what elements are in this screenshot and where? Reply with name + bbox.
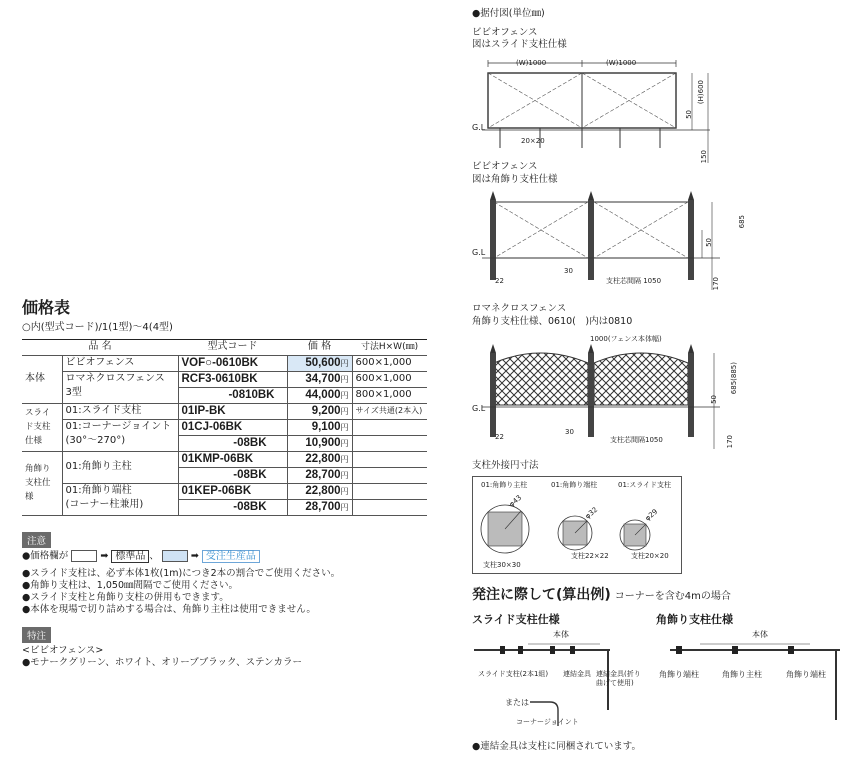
- fig3-post-22: 22: [495, 433, 504, 441]
- row-price: 22,800円: [287, 483, 352, 499]
- note-1: ●スライド支柱は、必ず本体1枚(1m)につき2本の割合でご使用ください。: [22, 568, 341, 579]
- diam-col1: 01:角飾り主柱: [481, 481, 528, 489]
- group-slide: スライド支柱仕様: [22, 403, 62, 451]
- row-name: 01:コーナージョイント (30°〜270°): [62, 419, 178, 451]
- fig3-width: 1000(フェンス本体幅): [590, 335, 662, 343]
- fig2-dim-170: 170: [712, 277, 720, 291]
- group-body: 本体: [22, 355, 62, 403]
- col-name: 品 名: [22, 340, 178, 356]
- order-body-label: 本体: [553, 630, 569, 639]
- table-row: [22, 451, 427, 467]
- fig2-gl: G.L: [472, 248, 486, 257]
- row-price: 10,900円: [287, 435, 352, 451]
- legend-standard-swatch: [71, 550, 97, 562]
- row-code: RCF3-0610BK: [178, 371, 287, 387]
- fig1-gl: G.L: [472, 123, 486, 132]
- order-end-1: 角飾り端柱: [659, 670, 699, 679]
- diam-phi32: φ32: [583, 505, 600, 521]
- fig1-dim-50: 50: [685, 110, 693, 119]
- col-size: 寸法H×W(㎜): [352, 340, 427, 356]
- order-or: または: [505, 698, 529, 707]
- fig1-width-right: (W)1000: [606, 59, 637, 67]
- table-row: [22, 355, 427, 371]
- order-title: 発注に際して(算出例) コーナーを含む4mの場合: [472, 587, 731, 603]
- features-line-1: <ビビオフェンス>: [22, 645, 104, 656]
- fig2-dim-50: 50: [705, 238, 713, 247]
- fig2-caption-2: 図は角飾り支柱仕様: [472, 174, 558, 185]
- row-code: 01KMP-06BK: [178, 451, 287, 467]
- order-kaku-title: 角飾り支柱仕様: [656, 613, 733, 626]
- fig3-dim-50: 50: [710, 395, 718, 404]
- fig3-diagram: [470, 343, 730, 451]
- table-row: [22, 403, 427, 419]
- note-2: ●角飾り支柱は、1,050㎜間隔でご使用ください。: [22, 580, 238, 591]
- fig2-caption-1: ビビオフェンス: [472, 161, 538, 172]
- order-corner: コーナージョイント: [516, 718, 579, 726]
- row-size: [352, 483, 427, 499]
- diam-phi29: φ29: [643, 507, 660, 523]
- row-price: 50,600円: [287, 355, 352, 371]
- row-price: 28,700円: [287, 467, 352, 483]
- diam-phi43: φ43: [507, 493, 524, 509]
- row-name: 01:角飾り主柱: [62, 451, 178, 483]
- fig3-caption-2: 角飾り支柱仕様、0610( )内は0810: [472, 316, 633, 327]
- order-slide-title: スライド支柱仕様: [472, 613, 560, 626]
- diam-col3: 01:スライド支柱: [618, 481, 672, 489]
- fig2-post-22: 22: [495, 277, 504, 285]
- row-code: -0810BK: [178, 387, 287, 403]
- row-price: 28,700円: [287, 499, 352, 515]
- features-tag: 特注: [22, 627, 51, 643]
- fig2-pitch: 支柱芯間隔 1050: [606, 277, 662, 285]
- col-code: 型式コード: [178, 340, 287, 356]
- row-code: -08BK: [178, 435, 287, 451]
- order-note: ●連結金具は支柱に同梱されています。: [472, 741, 642, 752]
- arrow-right-icon: ➡: [100, 550, 109, 562]
- row-name: 01:角飾り端柱 (コーナー柱兼用): [62, 483, 178, 515]
- row-code: 01KEP-06BK: [178, 483, 287, 499]
- diam-title: 支柱外接円寸法: [472, 460, 539, 471]
- fig3-dim-170: 170: [726, 435, 734, 449]
- table-row: [22, 483, 427, 499]
- row-price: 44,000円: [287, 387, 352, 403]
- table-row: [22, 419, 427, 435]
- fig1-caption-2: 図はスライド支柱仕様: [472, 39, 567, 50]
- row-size: [352, 467, 427, 483]
- row-code: 01CJ-06BK: [178, 419, 287, 435]
- fig3-pitch: 支柱芯間隔1050: [610, 436, 663, 444]
- fig3-dim-685: 685(885): [730, 362, 738, 395]
- fig2-dim-685: 685: [738, 215, 746, 229]
- price-title: 価格表: [22, 298, 71, 317]
- row-size: サイズ共通(2本入): [352, 403, 427, 419]
- row-size: [352, 435, 427, 451]
- note-4: ●本体を現場で切り詰めする場合は、角飾り主柱は使用できません。: [22, 604, 316, 615]
- order-end-2: 角飾り端柱: [786, 670, 826, 679]
- fig1-width-left: (W)1000: [516, 59, 547, 67]
- diam-col2: 01:角飾り端柱: [551, 481, 598, 489]
- order-joint: 連結金具: [563, 670, 591, 678]
- order-body-label-2: 本体: [752, 630, 768, 639]
- row-size: [352, 499, 427, 515]
- diam-size3: 支柱20×20: [631, 552, 669, 560]
- arrow-right-icon: ➡: [190, 550, 199, 562]
- order-slide-post: スライド支柱(2本1組): [478, 670, 549, 678]
- row-size: [352, 419, 427, 435]
- group-kaku: 角飾り支柱仕様: [22, 451, 62, 515]
- order-joint-bend: 連結金具(折り曲げて使用): [596, 670, 641, 687]
- table-row: [22, 371, 427, 387]
- row-code: -08BK: [178, 467, 287, 483]
- row-code: -08BK: [178, 499, 287, 515]
- fig1-height: (H)600: [697, 80, 705, 105]
- row-code: VOF○-0610BK: [178, 355, 287, 371]
- row-price: 9,100円: [287, 419, 352, 435]
- row-code: 01IP-BK: [178, 403, 287, 419]
- fig1-caption-1: ビビオフェンス: [472, 27, 538, 38]
- row-price: 22,800円: [287, 451, 352, 467]
- fig3-gl: G.L: [472, 404, 486, 413]
- row-name: 01:スライド支柱: [62, 403, 178, 419]
- row-name: ビビオフェンス: [62, 355, 178, 371]
- price-subtitle: ○内(型式コード)/1(1型)〜4(4型): [22, 322, 173, 333]
- fig2-diagram: [470, 190, 730, 292]
- features-line-2: ●モナークグリーン、ホワイト、オリーブブラック、ステンカラー: [22, 657, 302, 668]
- row-size: 600×1,000: [352, 371, 427, 387]
- diam-size1: 支柱30×30: [483, 561, 521, 569]
- legend-order-swatch: [162, 550, 188, 562]
- note-3: ●スライド支柱と角飾り支柱の併用もできます。: [22, 592, 229, 603]
- fig3-caption-1: ロマネクロスフェンス: [472, 303, 567, 314]
- fig1-post-size: 20×20: [521, 137, 545, 145]
- order-main: 角飾り主柱: [722, 670, 762, 679]
- fig2-post-30: 30: [564, 267, 573, 275]
- legend-order: 受注生産品: [202, 550, 260, 563]
- row-price: 34,700円: [287, 371, 352, 387]
- fig1-dim-150: 150: [700, 150, 708, 164]
- diam-box: [472, 476, 682, 574]
- row-name: ロマネクロスフェンス 3型: [62, 371, 178, 403]
- order-diagram: [470, 640, 850, 730]
- price-table: [22, 339, 427, 516]
- install-heading: ●据付図(単位㎜): [472, 8, 545, 19]
- diam-size2: 支柱22×22: [571, 552, 609, 560]
- col-price: 価 格: [287, 340, 352, 356]
- row-size: 600×1,000: [352, 355, 427, 371]
- row-size: 800×1,000: [352, 387, 427, 403]
- row-size: [352, 451, 427, 467]
- row-price: 9,200円: [287, 403, 352, 419]
- notes-tag: 注意: [22, 532, 51, 548]
- fig3-post-30: 30: [565, 428, 574, 436]
- notes-legend: ●価格欄が ➡ 標準品 、 ➡ 受注生産品: [22, 550, 260, 563]
- legend-standard: 標準品: [111, 550, 149, 563]
- table-header-row: [22, 340, 427, 356]
